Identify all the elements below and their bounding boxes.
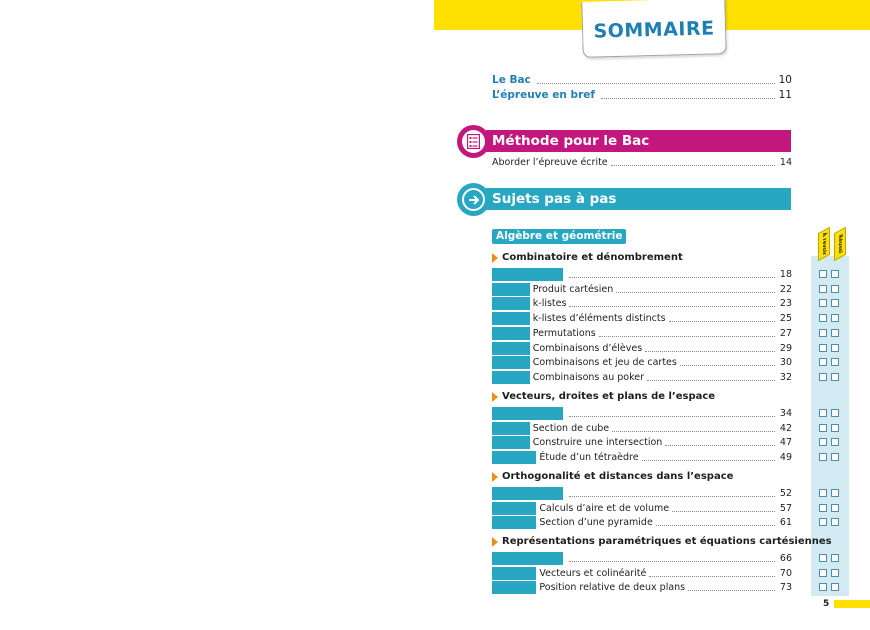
chapter-heading — [492, 535, 832, 549]
checkbox-a-revoir[interactable] — [819, 518, 827, 526]
checkbox-reussi[interactable] — [831, 518, 839, 526]
page-ref: 11 — [778, 89, 792, 101]
checkbox-reussi[interactable] — [831, 554, 839, 562]
toc-text: Section de cube — [532, 422, 610, 434]
toc-label: L’épreuve en bref — [492, 89, 595, 101]
toc-row[interactable] — [492, 266, 792, 281]
toc-row[interactable] — [492, 354, 792, 369]
page-ref: 22 — [779, 283, 792, 295]
document-list-icon — [457, 125, 490, 158]
page-ref: 61 — [779, 517, 792, 529]
page-ref: 73 — [779, 582, 792, 594]
leader-dots — [569, 277, 775, 278]
toc-lead: Sujet 6 — [492, 357, 530, 369]
toc-row[interactable] — [492, 514, 792, 529]
toc-text: Permutations — [532, 327, 596, 339]
toc-row-aborder[interactable] — [492, 154, 792, 169]
toc-lead: Sujet 9 — [492, 437, 530, 449]
chapter-title: Représentations paramétriques et équations cartésiennes — [502, 536, 832, 547]
checkbox-a-revoir[interactable] — [819, 453, 827, 461]
toc-row[interactable] — [492, 369, 792, 384]
toc-lead: Sujet 14 — [492, 582, 537, 594]
page-ref: 30 — [779, 357, 792, 369]
category-chip: Algèbre et géométrie — [492, 229, 626, 244]
checkbox-reussi[interactable] — [831, 438, 839, 446]
toc-label: Aborder l’épreuve écrite — [492, 157, 608, 168]
page-ref: 29 — [779, 342, 792, 354]
toc-text: Combinaisons d’élèves — [532, 342, 643, 354]
toc-lead: Sujet 8 — [492, 422, 530, 434]
page-ref: 25 — [779, 313, 792, 325]
toc-text: Calculs d’aire et de volume — [539, 502, 670, 514]
checkbox-a-revoir[interactable] — [819, 299, 827, 307]
leader-dots — [611, 165, 775, 166]
page-ref: 66 — [779, 553, 792, 564]
triangle-bullet-icon — [492, 472, 498, 482]
toc-lead: Sujet 5 — [492, 342, 530, 354]
page-ref: 70 — [779, 567, 792, 579]
toc-row[interactable] — [492, 550, 792, 565]
leader-dots — [656, 525, 775, 526]
toc-lead: Sujet 10 — [492, 452, 537, 464]
checkbox-reussi[interactable] — [831, 270, 839, 278]
leader-dots — [665, 445, 775, 446]
toc-lead: Faire le point — [492, 269, 563, 280]
page-ref: 52 — [779, 488, 792, 499]
checkbox-a-revoir[interactable] — [819, 373, 827, 381]
toc-row[interactable] — [492, 434, 792, 449]
leader-dots — [680, 365, 775, 366]
chapter-title: Combinatoire et dénombrement — [502, 252, 683, 263]
toc-text: Étude d’un tétraèdre — [539, 452, 639, 464]
toc-text: Vecteurs et colinéarité — [539, 567, 647, 579]
checkbox-reussi[interactable] — [831, 373, 839, 381]
toc-row-le-bac[interactable] — [492, 72, 792, 87]
page-ref: 42 — [779, 422, 792, 434]
checkbox-reussi[interactable] — [831, 424, 839, 432]
checkbox-a-revoir[interactable] — [819, 329, 827, 337]
toc-lead: Sujet 7 — [492, 371, 530, 383]
checkbox-reussi[interactable] — [831, 453, 839, 461]
toc-row[interactable] — [492, 420, 792, 435]
toc-row[interactable] — [492, 405, 792, 420]
toc-label: Le Bac — [492, 74, 531, 86]
checkbox-a-revoir[interactable] — [819, 409, 827, 417]
toc-lead: Faire le point — [492, 408, 563, 419]
section-title: Sujets pas à pas — [492, 191, 617, 207]
leader-dots — [537, 83, 775, 84]
checkbox-a-revoir[interactable] — [819, 438, 827, 446]
checkbox-reussi[interactable] — [831, 583, 839, 591]
leader-dots — [599, 336, 775, 337]
checkbox-a-revoir[interactable] — [819, 314, 827, 322]
leader-dots — [688, 590, 775, 591]
toc-row[interactable] — [492, 325, 792, 340]
checkbox-a-revoir[interactable] — [819, 504, 827, 512]
checkbox-a-revoir[interactable] — [819, 569, 827, 577]
toc-row[interactable] — [492, 500, 792, 515]
section-header-sujets — [486, 188, 791, 210]
leader-dots — [616, 292, 775, 293]
checkbox-a-revoir[interactable] — [819, 424, 827, 432]
page-ref: 10 — [778, 74, 792, 86]
arrow-right-circle-icon — [457, 183, 490, 216]
toc-lead: Sujet 3 — [492, 313, 530, 325]
toc-text: Construire une intersection — [532, 437, 663, 449]
page-ref: 14 — [779, 157, 792, 168]
section-title: Méthode pour le Bac — [492, 133, 650, 149]
page-ref: 57 — [779, 502, 792, 514]
leader-dots — [601, 98, 775, 99]
leader-dots — [569, 496, 775, 497]
checkbox-reussi[interactable] — [831, 329, 839, 337]
checkbox-a-revoir[interactable] — [819, 344, 827, 352]
checkbox-reussi[interactable] — [831, 504, 839, 512]
toc-lead: Sujet 11 — [492, 502, 537, 514]
leader-dots — [612, 431, 775, 432]
checkbox-reussi[interactable] — [831, 344, 839, 352]
toc-lead: Sujet 1 — [492, 283, 530, 295]
leader-dots — [647, 380, 775, 381]
checkbox-reussi[interactable] — [831, 409, 839, 417]
toc-row[interactable] — [492, 295, 792, 310]
chapter-title: Vecteurs, droites et plans de l’espace — [502, 391, 716, 402]
toc-lead: Sujet 12 — [492, 517, 537, 529]
toc-row[interactable] — [492, 449, 792, 464]
toc-row[interactable] — [492, 565, 792, 580]
checkbox-a-revoir[interactable] — [819, 583, 827, 591]
page-title: SOMMAIRE — [593, 17, 715, 43]
leader-dots — [569, 306, 775, 307]
page-ref: 32 — [779, 371, 792, 383]
leader-dots — [642, 460, 775, 461]
toc-row[interactable] — [492, 485, 792, 500]
page-number: 5 — [823, 599, 830, 609]
page-ref: 23 — [779, 298, 792, 310]
leader-dots — [672, 511, 775, 512]
chapter-heading — [492, 470, 733, 484]
page-ref: 27 — [779, 327, 792, 339]
toc-lead: Sujet 13 — [492, 567, 537, 579]
toc-row[interactable] — [492, 579, 792, 594]
leader-dots — [645, 351, 775, 352]
page-number-band — [834, 600, 870, 608]
toc-lead: Faire le point — [492, 488, 563, 499]
checkbox-reussi[interactable] — [831, 285, 839, 293]
toc-lead: Sujet 4 — [492, 327, 530, 339]
toc-row-epreuve[interactable] — [492, 87, 792, 102]
toc-row[interactable] — [492, 281, 792, 296]
toc-row[interactable] — [492, 340, 792, 355]
checkbox-reussi[interactable] — [831, 299, 839, 307]
leader-dots — [669, 321, 775, 322]
toc-text: Position relative de deux plans — [539, 582, 686, 594]
toc-text: Section d’une pyramide — [539, 517, 653, 529]
checkbox-reussi[interactable] — [831, 314, 839, 322]
toc-text: k-listes — [532, 298, 567, 310]
page-ref: 34 — [779, 408, 792, 419]
triangle-bullet-icon — [492, 392, 498, 402]
section-header-methode — [486, 130, 791, 152]
checkbox-a-revoir[interactable] — [819, 285, 827, 293]
toc-lead: Sujet 2 — [492, 298, 530, 310]
title-card — [581, 0, 726, 58]
leader-dots — [569, 561, 775, 562]
page-ref: 47 — [779, 437, 792, 449]
chapter-heading — [492, 251, 683, 265]
chapter-heading — [492, 390, 715, 404]
checkbox-a-revoir[interactable] — [819, 554, 827, 562]
page-ref: 18 — [779, 269, 792, 280]
leader-dots — [649, 576, 775, 577]
leader-dots — [569, 416, 775, 417]
toc-lead: Faire le point — [492, 553, 563, 564]
triangle-bullet-icon — [492, 537, 498, 547]
checkbox-reussi[interactable] — [831, 569, 839, 577]
tag-a-revoir: À revoir — [818, 227, 830, 261]
triangle-bullet-icon — [492, 253, 498, 263]
checkbox-a-revoir[interactable] — [819, 489, 827, 497]
page-ref: 49 — [779, 452, 792, 464]
toc-text: Combinaisons au poker — [532, 371, 644, 383]
checkbox-reussi[interactable] — [831, 358, 839, 366]
toc-text: k-listes d’éléments distincts — [532, 313, 666, 325]
chapter-title: Orthogonalité et distances dans l’espace — [502, 471, 734, 482]
checkbox-a-revoir[interactable] — [819, 358, 827, 366]
toc-text: Produit cartésien — [532, 283, 614, 295]
toc-text: Combinaisons et jeu de cartes — [532, 357, 677, 369]
toc-row[interactable] — [492, 310, 792, 325]
tag-reussi: Réussi — [834, 227, 846, 261]
checkbox-reussi[interactable] — [831, 489, 839, 497]
checkbox-a-revoir[interactable] — [819, 270, 827, 278]
